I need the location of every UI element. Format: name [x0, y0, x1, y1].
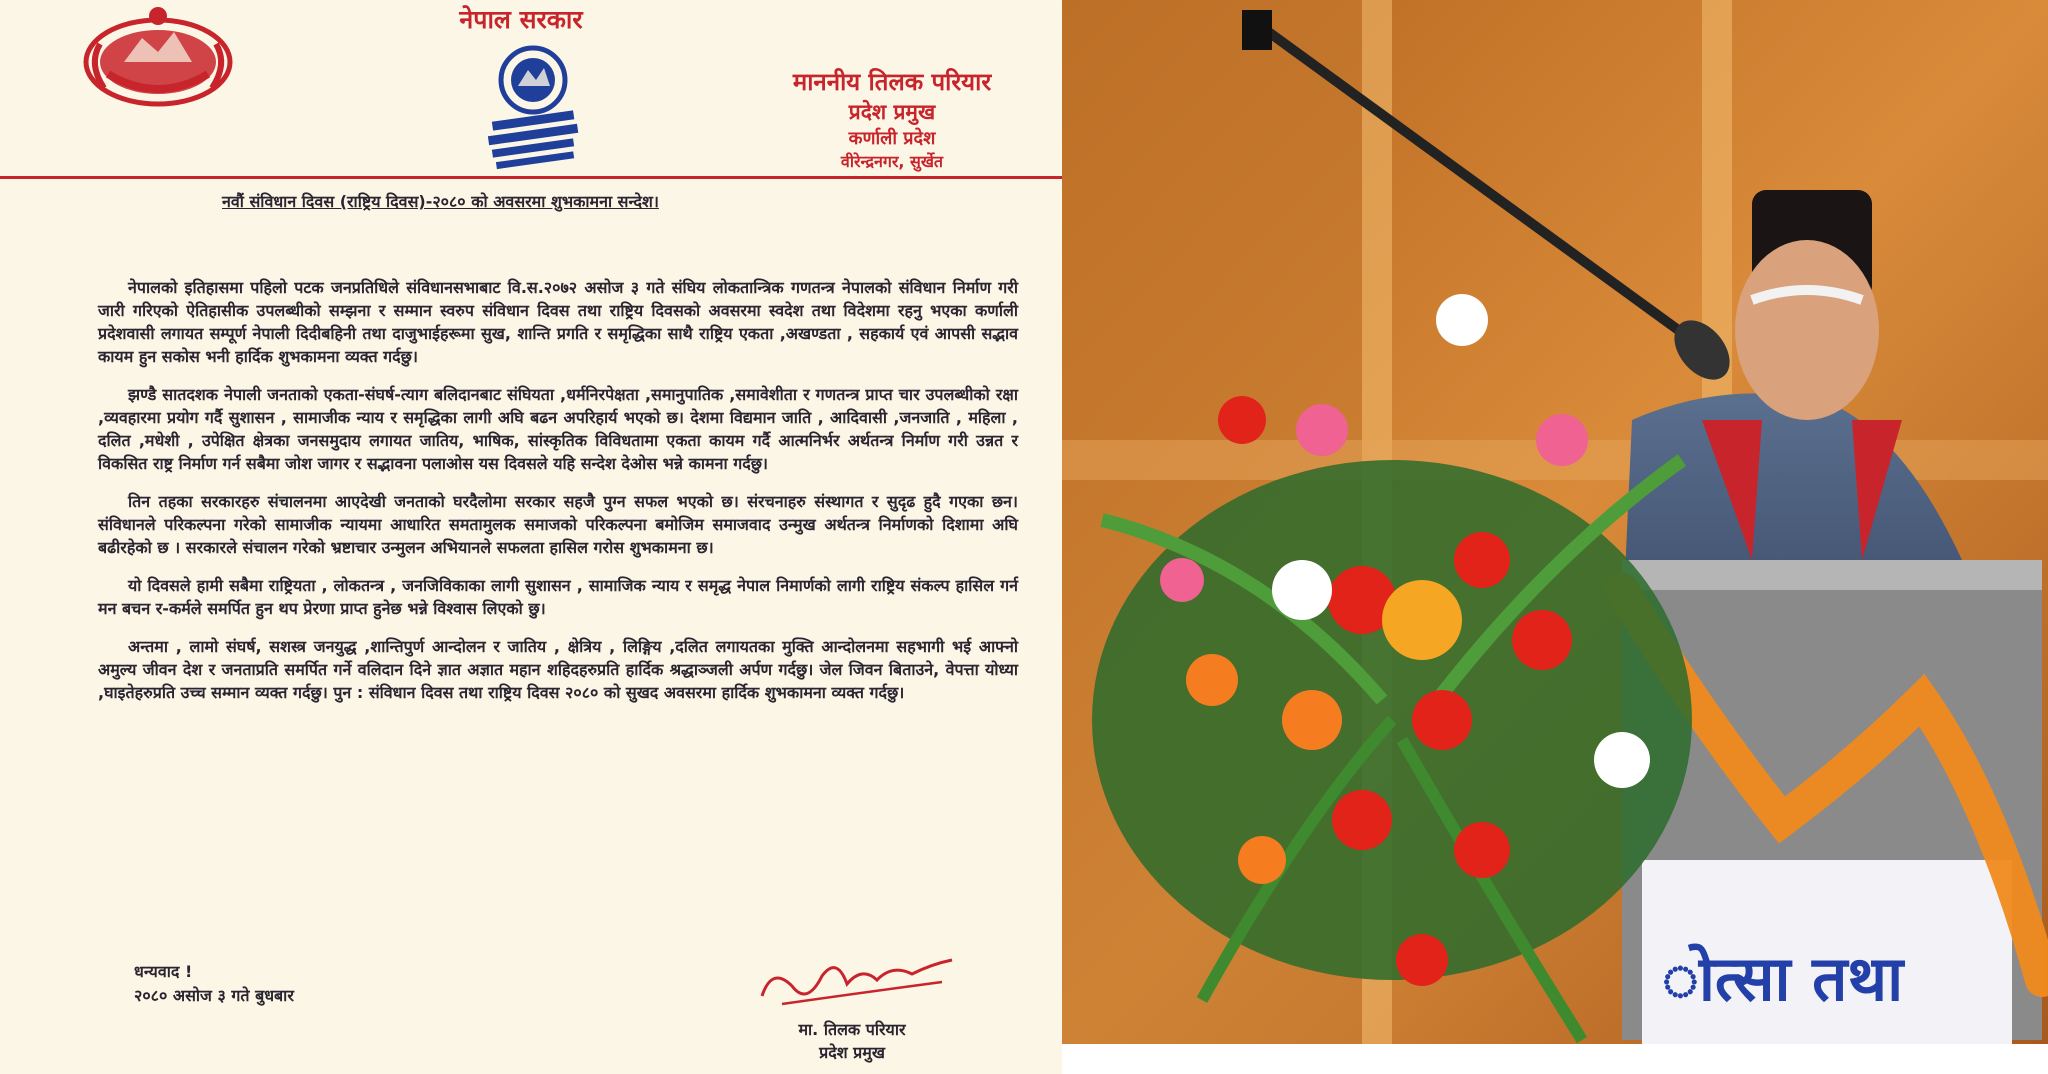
office-province: कर्णाली प्रदेश [848, 127, 936, 149]
letter-body [98, 276, 1018, 719]
letter-subject: नवौं संविधान दिवस (राष्ट्रिय दिवस)-२०८० को अवसरमा शुभकामना सन्देश। [222, 192, 659, 211]
closing-thanks: धन्यवाद ! [134, 962, 193, 981]
office-seal-icon [478, 44, 588, 174]
paragraph-3: तिन तहका सरकारहरु संचालनमा आएदेखी जनताको घरदैलोमा सरकार सहजै पुग्न सफल भएको छ। संरचनाहरु संस्थागत र सुदृढ हुदै गएका छन। संविधानले परिकल्पना गरेको सामाजीक न्यायमा आधारित समतामुलक समाजको परिकल्पना बमोजिम समाजवाद उन्मुख अर्थतन्त्र निर्माणको दिशामा अघि बढीरहेको छ । सरकारले संचालन गरेको भ्रष्टाचार उन्मुलन अभियानले सफलता हासिल गरोस शुभकामना छ। [98, 492, 1018, 557]
paragraph-2: झण्डै सातदशक नेपाली जनताको एकता-संघर्ष-त्याग बलिदानबाट संघियता ,धर्मनिरपेक्षता ,समानुपातिक ,समावेशीता र गणतन्त्र प्राप्त चार उपलब्धीको रक्षा ,व्यवहारमा प्रयोग गर्दै सुशासन , सामाजीक न्याय र समृद्धिका लागी अघि बढन अपरिहार्य भएको छ। देशमा विद्यमान जाति , आदिवासी ,जनजाति , महिला , दलित ,मधेशी , उपेक्षित क्षेत्रका जनसमुदाय लगायत जातिय, भाषिक, सांस्कृतिक विविधतामा एकता कायम गर्दै आत्मनिर्भर अर्थतन्त्र निर्माण गरी उन्नत र विकसित राष्ट्र निर्माण गर्न सबैमा जोश जागर र सद्भावना पलाओस यस दिवसले यहि सन्देश देओस भन्ने कामना गर्दछु। [98, 385, 1018, 473]
closing-date: २०८० असोज ३ गते बुधबार [134, 986, 294, 1005]
letterhead-rule [0, 176, 1062, 179]
signature-icon [752, 946, 962, 1018]
office-address: वीरेन्द्रनगर, सुर्खेत [840, 152, 944, 172]
office-title: प्रदेश प्रमुख [848, 100, 936, 125]
government-title: नेपाल सरकार [459, 5, 583, 34]
paragraph-4: यो दिवसले हामी सबैमा राष्ट्रियता , लोकतन्त्र , जनजिविकाका लागी सुशासन , सामाजिक न्याय र समृद्ध नेपाल निमार्णको लागी राष्ट्रिय संकल्प हासिल गर्न मन बचन र-कर्मले समर्पित हुन थप प्रेरणा प्राप्त हुनेछ भन्ने विश्वास लिएको छु। [98, 576, 1018, 618]
letterhead-office [742, 66, 1042, 173]
office-name: माननीय तिलक परियार [792, 68, 992, 96]
speaker-photo [1062, 0, 2048, 1044]
signer-name: मा. तिलक परियार [798, 1020, 906, 1039]
signer-title: प्रदेश प्रमुख [819, 1043, 885, 1062]
signer-block [752, 1018, 952, 1064]
letter-closing [134, 960, 294, 1008]
podium-banner-text: ोत्सा तथा [1662, 942, 1904, 1015]
paragraph-5: अन्तमा , लामो संघर्ष, सशस्त्र जनयुद्ध ,शान्तिपुर्ण आन्दोलन र जातिय , क्षेत्रिय , लिङ्गिय ,दलित लगायतका मुक्ति आन्दोलनमा सहभागी भई आफ्नो अमुल्य जीवन देश र जनताप्रति समर्पित गर्ने वलिदान दिने ज्ञात अज्ञात महान शहिदहरुप्रति हार्दिक श्रद्धाञ्जली अर्पण गर्दछु। जेल जिवन बिताउने, वेपत्ता योध्या ,घाइतेहरुप्रति उच्च सम्मान व्यक्त गर्दछु। पुन : संविधान दिवस तथा राष्ट्रिय दिवस २०८० को सुखद अवसरमा हार्दिक शुभकामना व्यक्त गर्दछु। [98, 637, 1018, 702]
paragraph-1: नेपालको इतिहासमा पहिलो पटक जनप्रतिधिले संविधानसभाबाट वि.स.२०७२ असोज ३ गते संघिय लोकतान्त्रिक गणतन्त्र नेपालको संविधान निर्माण गरी जारी गरिएको ऐतिहासीक उपलब्धीको सम्झना र सम्मान स्वरुप संविधान दिवस तथा राष्ट्रिय दिवसको अवसरमा स्वदेश तथा विदेशमा रहनु भएका कर्णाली प्रदेशवासी लगायत सम्पूर्ण नेपाली दिदीबहिनी तथा दाजुभाईहरूमा सुख, शान्ति प्रगति र समृद्धिका साथै राष्ट्रिय एकता ,अखण्डता , सहकार्य एवं आपसी सद्भाव कायम हुन सकोस भनी हार्दिक शुभकामना व्यक्त गर्दछु। [98, 278, 1018, 366]
